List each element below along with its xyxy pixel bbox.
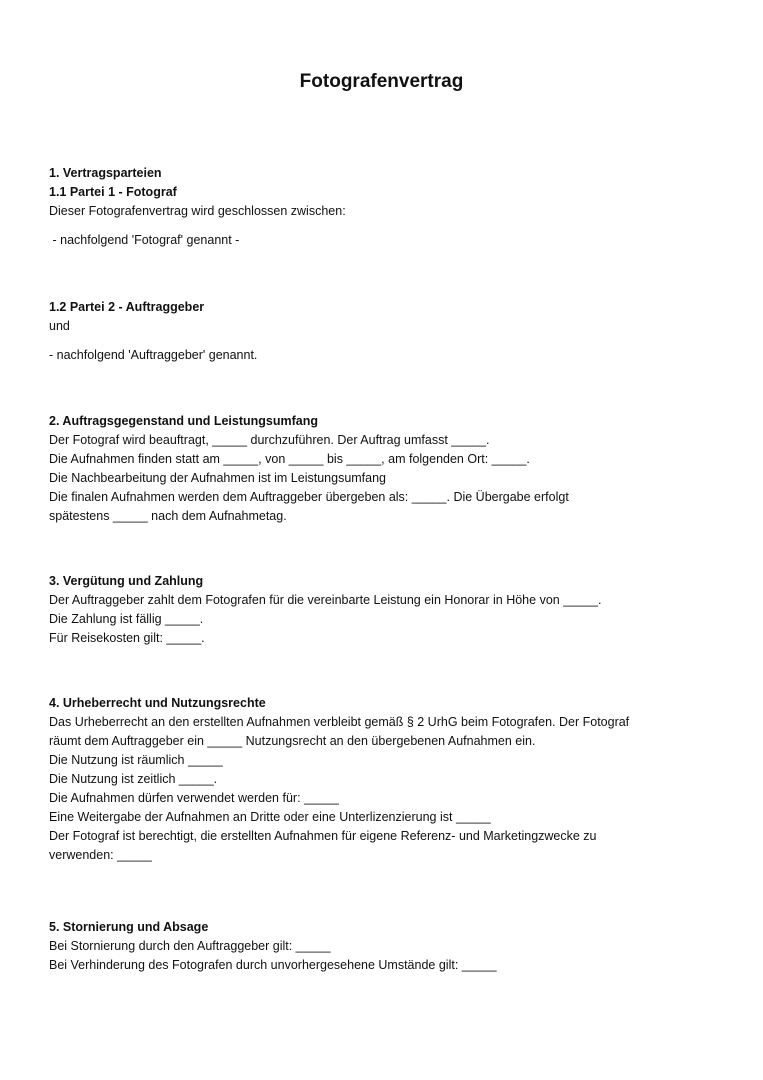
paragraph-line: Die Aufnahmen finden statt am _____, von _____ bis _____, am folgenden Ort: _____.	[49, 452, 530, 466]
paragraph-line: verwenden: _____	[49, 848, 152, 862]
subsection-heading: 1.2 Partei 2 - Auftraggeber	[49, 300, 205, 314]
paragraph: - nachfolgend 'Fotograf' genannt -	[49, 233, 240, 247]
section-heading: 1. Vertragsparteien	[49, 166, 162, 180]
paragraph-line: Die Aufnahmen dürfen verwendet werden für: _____	[49, 791, 339, 805]
section-heading: 4. Urheberrecht und Nutzungsrechte	[49, 696, 266, 710]
paragraph-line: Die Nachbearbeitung der Aufnahmen ist im Leistungsumfang	[49, 471, 387, 485]
paragraph-line: Eine Weitergabe der Aufnahmen an Dritte oder eine Unterlizenzierung ist _____	[49, 810, 491, 824]
paragraph-line: Der Fotograf wird beauftragt, _____ durchzuführen. Der Auftrag umfasst _____.	[49, 433, 490, 447]
section-heading: 3. Vergütung und Zahlung	[49, 574, 204, 588]
paragraph-line: Der Fotograf ist berechtigt, die erstellten Aufnahmen für eigene Referenz- und Marketingzwecke zu	[49, 829, 597, 843]
paragraph-line: Die finalen Aufnahmen werden dem Auftraggeber übergeben als: _____. Die Übergabe erfolgt	[49, 490, 569, 504]
document-title: Fotografenvertrag	[299, 71, 464, 92]
section-vertragsparteien	[49, 164, 729, 250]
paragraph-line: spätestens _____ nach dem Aufnahmetag.	[49, 509, 287, 523]
section-auftragsgegenstand	[49, 412, 729, 526]
paragraph-line: Bei Verhinderung des Fotografen durch unvorhergesehene Umstände gilt: _____	[49, 958, 497, 972]
paragraph-line: Das Urheberrecht an den erstellten Aufnahmen verbleibt gemäß § 2 UrhG beim Fotografen. Der Fotograf	[49, 715, 630, 729]
section-verguetung	[49, 572, 729, 648]
section-heading: 5. Stornierung und Absage	[49, 920, 209, 934]
paragraph: und	[49, 319, 70, 333]
section-heading: 2. Auftragsgegenstand und Leistungsumfang	[49, 414, 318, 428]
paragraph-line: Die Nutzung ist zeitlich _____.	[49, 772, 218, 786]
section-stornierung	[49, 918, 729, 975]
subsection-heading: 1.1 Partei 1 - Fotograf	[49, 185, 177, 199]
paragraph: - nachfolgend 'Auftraggeber' genannt.	[49, 348, 258, 362]
section-urheberrecht	[49, 694, 729, 865]
section-partei-2	[49, 298, 729, 365]
paragraph-line: Die Nutzung ist räumlich _____	[49, 753, 223, 767]
paragraph-line: räumt dem Auftraggeber ein _____ Nutzungsrecht an den übergebenen Aufnahmen ein.	[49, 734, 536, 748]
paragraph-line: Der Auftraggeber zahlt dem Fotografen für die vereinbarte Leistung ein Honorar in Höhe von _____.	[49, 593, 602, 607]
paragraph-line: Für Reisekosten gilt: _____.	[49, 631, 205, 645]
paragraph-line: Die Zahlung ist fällig _____.	[49, 612, 204, 626]
paragraph: Dieser Fotografenvertrag wird geschlossen zwischen:	[49, 204, 346, 218]
paragraph-line: Bei Stornierung durch den Auftraggeber gilt: _____	[49, 939, 331, 953]
